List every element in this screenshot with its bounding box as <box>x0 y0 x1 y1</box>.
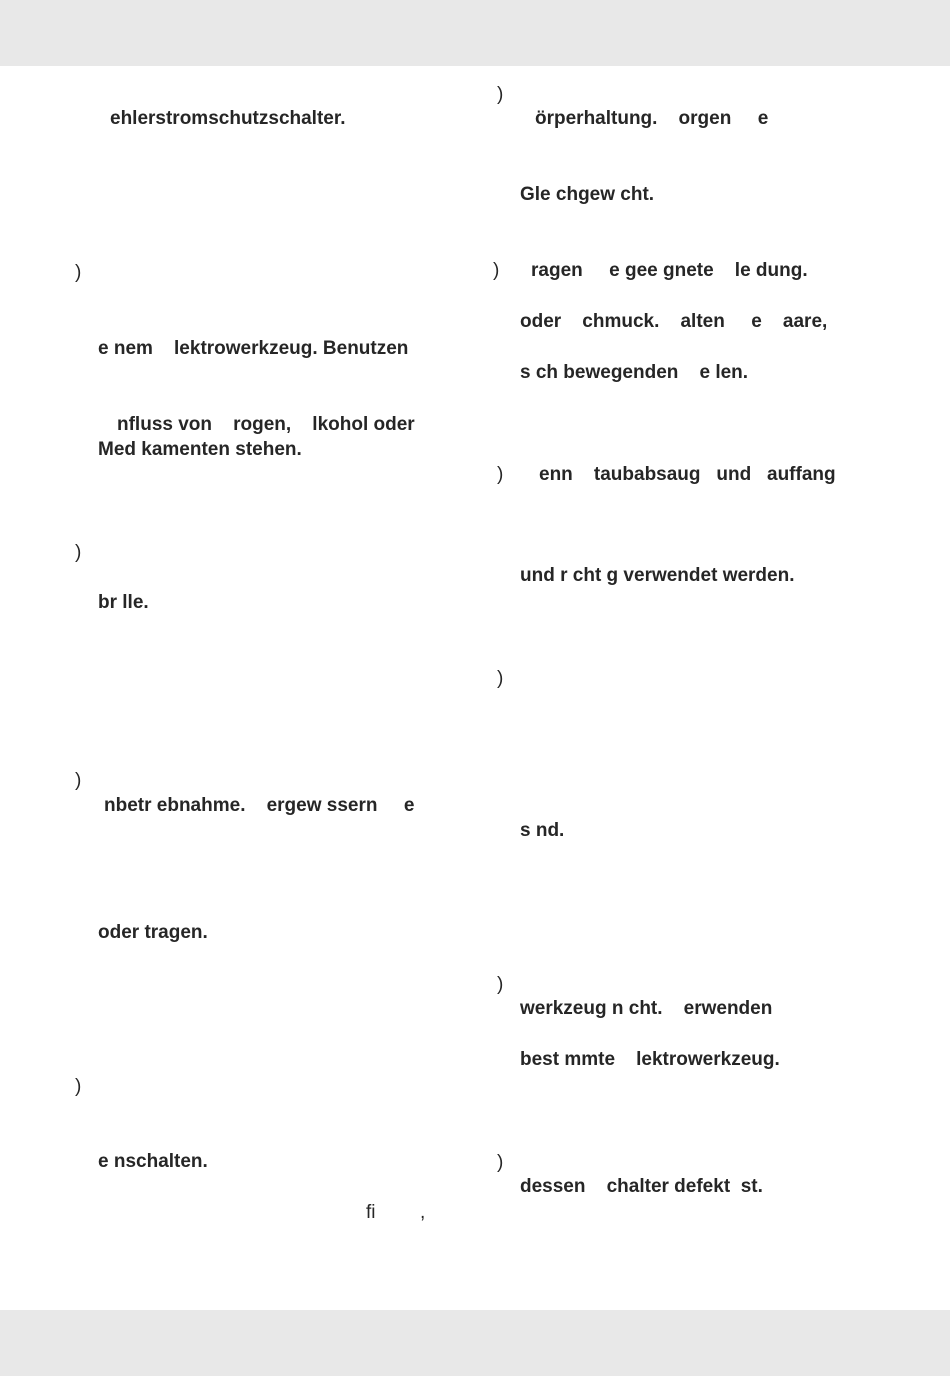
right-line-11: dessen chalter defekt st. <box>520 1176 763 1197</box>
list-marker: ) <box>497 974 504 995</box>
left-line-6: nbetr ebnahme. ergew ssern e <box>104 795 415 816</box>
right-line-5: s ch bewegenden e len. <box>520 362 749 383</box>
left-line-3: nfluss von rogen, lkohol oder <box>117 414 415 435</box>
list-marker: ) <box>493 260 500 281</box>
list-marker: ) <box>75 542 82 563</box>
left-line-8: e nschalten. <box>98 1151 208 1172</box>
right-line-9: werkzeug n cht. erwenden <box>520 998 773 1019</box>
right-line-6: enn taubabsaug und auffang <box>539 464 836 485</box>
list-marker: ) <box>497 84 504 105</box>
list-marker: ) <box>497 464 504 485</box>
list-marker: ) <box>75 262 82 283</box>
list-marker: ) <box>497 668 504 689</box>
right-line-4: oder chmuck. alten e aare, <box>520 311 828 332</box>
right-line-8: s nd. <box>520 820 565 841</box>
left-line-10: , <box>420 1202 426 1223</box>
right-line-3: ragen e gee gnete le dung. <box>531 260 808 281</box>
left-line-5: br lle. <box>98 592 149 613</box>
page-header-band <box>0 0 950 66</box>
right-line-2: Gle chgew cht. <box>520 184 655 205</box>
list-marker: ) <box>75 1076 82 1097</box>
left-line-7: oder tragen. <box>98 922 208 943</box>
list-marker: ) <box>75 770 82 791</box>
left-line-2: e nem lektrowerkzeug. Benutzen <box>98 338 409 359</box>
page-footer-band <box>0 1310 950 1376</box>
right-line-1: örperhaltung. orgen e <box>535 108 769 129</box>
left-line-4: Med kamenten stehen. <box>98 439 302 460</box>
left-line-9: fi <box>366 1202 376 1223</box>
left-line-1: ehlerstromschutzschalter. <box>110 108 346 129</box>
list-marker: ) <box>497 1152 504 1173</box>
right-line-7: und r cht g verwendet werden. <box>520 565 795 586</box>
right-line-10: best mmte lektrowerkzeug. <box>520 1049 780 1070</box>
